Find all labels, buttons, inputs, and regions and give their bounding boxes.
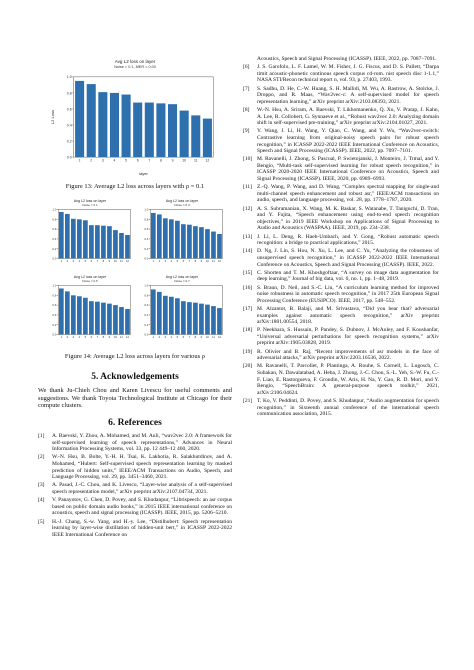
figure-14 [38, 198, 232, 360]
bar-chart [144, 275, 222, 339]
bar [211, 306, 216, 334]
chart-subtitle: Noise = 0.7 [174, 278, 190, 283]
x-tick-label: 8 [159, 158, 162, 163]
x-tick-label: 6 [136, 158, 139, 163]
x-tick-label: 8 [102, 260, 105, 264]
y-tick-label: 0.4 [66, 123, 72, 128]
y-tick-label: 1.0 [52, 283, 57, 288]
x-tick-label: 3 [164, 260, 167, 264]
y-axis-label: L2 Loss [50, 109, 56, 125]
references-section [38, 418, 232, 540]
reference-number: [19] [243, 348, 253, 355]
y-tick-label: 0.4 [144, 312, 149, 317]
bar [151, 289, 156, 334]
bar [77, 296, 82, 334]
reference-item [243, 306, 439, 326]
reference-text: A. Baevski, Y. Zhou, A. Mohamed, and M. Auli, “wav2vec 2.0: A framework for self-supervised learning of speech representations,” Advances in Neural Information Processing Systems, vol. 33, pp. 12 449–12 460, 2020. [52, 433, 232, 453]
reference-item [38, 497, 232, 517]
y-tick-label: 0.8 [52, 217, 57, 222]
x-tick-label: 10 [113, 260, 117, 264]
x-tick-label: 12 [125, 260, 129, 264]
bar [211, 232, 216, 259]
x-tick-label: 12 [217, 260, 221, 264]
figure-14-chart-grid [38, 198, 232, 346]
reference-number: [10] [243, 156, 253, 163]
bar [163, 296, 168, 335]
figure-13-chart [38, 58, 232, 176]
x-tick-label: 7 [148, 158, 151, 163]
figure-13-caption: Figure 13: Average L2 loss across layers with ρ = 0.1 [65, 183, 205, 190]
reference-text: A. Pasad, J.-C. Chou, and K. Livescu, “Layer-wise analysis of a self-supervised speech representation model,” arXiv preprint arXiv:2107.04734, 2021. [52, 482, 232, 495]
x-tick-label: 2 [90, 158, 93, 163]
reference-item [243, 64, 439, 84]
x-tick-label: 9 [200, 336, 203, 340]
chart-subtitle: Noise = 0.5 [82, 278, 98, 283]
reference-item [243, 86, 439, 106]
chart-title: Avg L2 loss on layer [73, 198, 107, 203]
x-tick-label: 2 [158, 260, 161, 264]
reference-text: C. Shorten and T. M. Khoshgoftaar, “A survey on image data augmentation for deep learning,” Journal of big data, vol. 6, no. 1, pp. 1–48, 2019. [257, 269, 439, 283]
x-tick-label: 9 [108, 260, 111, 264]
bar [157, 214, 162, 258]
bar [203, 119, 212, 158]
y-tick-label: 0.6 [52, 303, 57, 308]
x-tick-label: 10 [205, 336, 209, 340]
bar [107, 226, 112, 258]
reference-item [243, 107, 439, 127]
x-tick-label: 12 [125, 336, 129, 340]
bar [205, 305, 210, 335]
bar [95, 225, 100, 258]
reference-number: [13] [243, 233, 253, 240]
reference-number: [16] [243, 284, 253, 291]
y-tick-label: 0.0 [144, 256, 149, 261]
x-tick-label: 5 [176, 260, 179, 264]
x-tick-label: 2 [158, 336, 161, 340]
bar [71, 295, 76, 334]
y-tick-label: 0.2 [144, 322, 149, 327]
bar [125, 235, 130, 259]
bar [101, 303, 106, 335]
reference-number: [6] [243, 64, 250, 71]
x-tick-label: 1 [152, 260, 155, 264]
x-tick-label: 5 [176, 336, 179, 340]
y-tick-label: 0.2 [52, 246, 57, 251]
bar [187, 225, 192, 259]
bar [217, 234, 222, 258]
bar [59, 288, 64, 334]
x-tick-label: 1 [60, 260, 63, 264]
reference-number: [9] [243, 128, 250, 135]
x-tick-label: 6 [182, 260, 185, 264]
x-tick-label: 8 [102, 336, 105, 340]
x-tick-label: 7 [96, 336, 99, 340]
y-tick-label: 1.0 [144, 283, 149, 288]
bar [199, 304, 204, 335]
bar [95, 302, 100, 335]
chart-subtitle: Noise = 0.1, MER = 0.00 [114, 64, 156, 69]
chart-title: Avg L2 loss on layer [114, 58, 156, 64]
figure-13 [38, 58, 232, 190]
reference-item [243, 234, 439, 247]
reference-text: A. S. Subramanian, X. Wang, M. K. Baskar, S. Watanabe, T. Taniguchi, D. Tran, and Y. Fujita, “Speech enhancement using end-to-end speech recognition objectives,” in 2019 IEEE Workshop on Applications of Signal Processing to Audio and Acoustics (WASPAA). IEEE, 2019, pp. 234–238. [257, 205, 439, 232]
bar [175, 221, 180, 259]
reference-text: R. Olivier and B. Raj, “Recent improvements of asr models in the face of adversarial attacks,” arXiv preprint arXiv:2203.16536, 2022. [257, 348, 439, 362]
x-tick-label: 12 [217, 336, 221, 340]
chart-title: Avg L2 loss on layer [165, 274, 199, 279]
bar [122, 95, 131, 158]
x-tick-label: 11 [120, 260, 123, 264]
acknowledgements-heading: 5. Acknowledgements [91, 372, 179, 382]
y-tick-label: 0.4 [52, 236, 57, 241]
y-tick-label: 0.0 [144, 332, 149, 337]
bar [65, 291, 70, 334]
reference-text: W.-N. Hsu, A. Sriram, A. Baevski, T. Likhomanenko, Q. Xu, V. Pratap, J. Kahn, A. Lee, R. Collobert, G. Synnaeve et al., “Robust wav2vec 2.0: Analyzing domain shift in self-supervised pre-training,” arXiv preprint arXiv:2104.01027, 2021. [257, 106, 439, 127]
y-tick-label: 0.0 [52, 256, 57, 261]
x-tick-label: 1 [60, 336, 63, 340]
reference-number: [7] [243, 85, 250, 92]
chart-subtitle: Noise = 0.1 [82, 202, 98, 207]
reference-number: [4] [38, 497, 45, 504]
right-column [243, 56, 439, 419]
bar [169, 219, 174, 258]
y-tick-label: 0.6 [52, 227, 57, 232]
x-tick-label: 4 [170, 260, 173, 264]
bar [199, 227, 204, 258]
x-tick-label: 5 [84, 260, 87, 264]
reference-text: T. Ko, V. Peddinti, D. Povey, and S. Khudanpur, “Audio augmentation for speech recognition,” in Sixteenth annual conference of the international speech communication association, 2015. [257, 398, 439, 418]
reference-item [243, 248, 439, 268]
x-tick-label: 8 [194, 260, 197, 264]
y-tick-label: 1.0 [52, 207, 57, 212]
x-tick-label: 11 [212, 260, 215, 264]
reference-number: [11] [243, 184, 252, 191]
reference-text: Y. Wang, J. Li, H. Wang, Y. Qian, C. Wang, and Y. Wu, “Wav2vec-switch: Contrastive learning from original-noisy speech pairs for robust speech recognition,” in ICASSP 2022-2022 IEEE International Conference on Acoustics, Speech and Signal Processing (ICASSP). IEEE, 2022, pp. 7097–7101. [257, 128, 439, 155]
bar [113, 230, 118, 258]
reference-text: M. Alzantot, B. Balaji, and M. Srivastava, “Did you hear that? adversarial examples against automatic speech recognition,” arXiv preprint arXiv:1801.00554, 2018. [257, 305, 439, 326]
figure-14-caption: Figure 14: Average L2 loss across layers for various ρ [64, 353, 206, 360]
x-axis-label: layer [139, 171, 148, 176]
x-tick-label: 11 [194, 158, 198, 163]
reference-item [38, 482, 232, 495]
reference-item [243, 363, 439, 396]
x-tick-label: 7 [96, 260, 99, 264]
y-tick-label: 0.6 [66, 107, 72, 112]
reference-text: S. Braun, D. Neil, and S.-C. Liu, “A curriculum learning method for improved noise robustness in automatic speech recognition,” in 2017 25th European Signal Processing Conference (EUSIPCO). IEEE, 2017, pp. 548–552. [257, 284, 439, 304]
reference-item [38, 433, 232, 453]
x-tick-label: 4 [170, 336, 173, 340]
y-tick-label: 1.0 [66, 75, 72, 80]
reference-text: S. Sadhu, D. He, C.-W. Huang, S. H. Mallidi, M. Wu, A. Rastrow, A. Stolcke, J. Droppo, and R. Maas, “Wav2vec-c: A self-supervised model for speech representation learning,” arXiv preprint arXiv:2103.08393, 2021. [257, 85, 439, 105]
reference-number: [12] [243, 205, 253, 212]
x-tick-label: 3 [164, 336, 167, 340]
bar [193, 303, 198, 335]
reference-number: [18] [243, 327, 253, 334]
x-tick-label: 7 [188, 260, 191, 264]
x-tick-label: 7 [188, 336, 191, 340]
x-tick-label: 10 [205, 260, 209, 264]
bar [205, 229, 210, 258]
bar [110, 93, 119, 157]
bar [125, 309, 130, 334]
reference-item [243, 270, 439, 283]
reference-text: Z.-Q. Wang, P. Wang, and D. Wang, “Complex spectral mapping for single-and multi-channel speech enhancement and robust asr,” IEEE/ACM transactions on audio, speech, and language processing, vol. 28, pp. 1778–1787, 2020. [257, 184, 439, 204]
y-tick-label: 0.6 [144, 303, 149, 308]
bar [119, 307, 124, 334]
reference-item [243, 349, 439, 362]
reference-item [243, 398, 439, 418]
x-tick-label: 9 [171, 158, 174, 163]
x-tick-label: 4 [113, 158, 116, 163]
reference-item [38, 519, 232, 539]
x-tick-label: 6 [182, 336, 185, 340]
y-tick-label: 0.8 [144, 217, 149, 222]
bar-chart [144, 199, 222, 263]
x-tick-label: 1 [152, 336, 155, 340]
x-tick-label: 8 [194, 336, 197, 340]
y-tick-label: 1.0 [144, 207, 149, 212]
bar [77, 219, 82, 258]
bar [89, 225, 94, 258]
bar [180, 111, 189, 158]
reference-number: [2] [38, 454, 45, 461]
bar [89, 301, 94, 334]
reference-text: W.-N. Hsu, B. Bolte, Y.-H. H. Tsai, K. Lakhotia, R. Salakhutdinov, and A. Mohamed, “Hubert: Self-supervised speech representation learning by masked prediction of hidden units,” IEEE/ACM Transactions on Audio, Speech, and Language Processing, vol. 29, pp. 3451–3460, 2021. [52, 454, 232, 481]
reference-item [243, 285, 439, 305]
bar [98, 92, 107, 157]
x-tick-label: 6 [90, 336, 93, 340]
x-tick-label: 10 [182, 158, 187, 163]
reference-number: [8] [243, 106, 250, 113]
bar [113, 305, 118, 334]
bar [101, 226, 106, 259]
y-tick-label: 0.0 [52, 332, 57, 337]
bar [83, 220, 88, 258]
bar [217, 308, 222, 334]
bar [191, 115, 200, 157]
bar-chart [50, 59, 213, 176]
x-tick-label: 3 [101, 158, 104, 163]
reference-number: [21] [243, 398, 253, 404]
references-list-left [38, 433, 232, 538]
chart-subtitle: Noise = 0.3 [174, 202, 190, 207]
reference-item [38, 454, 232, 480]
bar [59, 212, 64, 259]
x-tick-label: 3 [72, 336, 75, 340]
y-tick-label: 0.4 [144, 236, 149, 241]
reference-number: [15] [243, 269, 253, 276]
bar [71, 219, 76, 259]
y-tick-label: 0.2 [66, 139, 72, 144]
reference-number: [14] [243, 248, 253, 255]
y-tick-label: 0.8 [144, 293, 149, 298]
x-tick-label: 2 [66, 336, 69, 340]
bar [119, 233, 124, 258]
reference-text: J. Li, L. Deng, R. Haeb-Umbach, and Y. Gong, “Robust automatic speech recognition: a bridge to practical applications,” 2015. [257, 233, 439, 247]
reference-item [243, 327, 439, 347]
bar [133, 103, 142, 158]
x-tick-label: 11 [120, 336, 123, 340]
y-tick-label: 0.8 [52, 293, 57, 298]
reference-number: [3] [38, 482, 45, 489]
y-tick-label: 0.8 [66, 91, 72, 96]
bar [163, 218, 168, 258]
bar-chart [52, 275, 130, 339]
bar-chart [52, 199, 130, 263]
bar [175, 298, 180, 334]
x-tick-label: 4 [78, 260, 81, 264]
bar [156, 103, 165, 157]
bar [193, 226, 198, 258]
references-list-right [243, 56, 439, 418]
y-tick-label: 0.2 [52, 322, 57, 327]
x-tick-label: 2 [66, 260, 69, 264]
chart-title: Avg L2 loss on layer [165, 198, 199, 203]
x-tick-label: 9 [200, 260, 203, 264]
acknowledgements-text: We thank Ju-Chieh Chou and Karen Livescu for useful comments and suggestions. We thank Toyota Technological Institute at Chicago for their compute clusters. [38, 387, 232, 410]
reference-text: M. Ravanelli, J. Zhong, S. Pascual, P. Swietojanski, J. Monteiro, J. Trmal, and Y. Bengio, “Multi-task self-supervised learning for robust speech recognition,” in ICASSP 2020-2020 IEEE International Conference on Acoustics, Speech and Signal Processing (ICASSP). IEEE, 2020, pp. 6989–6993. [257, 156, 439, 183]
bar [181, 301, 186, 334]
x-tick-label: 4 [78, 336, 81, 340]
bar [145, 103, 154, 158]
y-tick-label: 0.6 [144, 227, 149, 232]
reference-text: M. Ravanelli, T. Parcollet, P. Plantinga, A. Rouhe, S. Cornell, L. Lugosch, C. Subakan, N. Dawalatabad, A. Heba, J. Zhong, J.-C. Chou, S.-L. Yeh, S.-W. Fu, C.-F. Liao, E. Rastorgueva, F. Grondin, W. Aris, H. Na, Y. Gao, R. D. Mori, and Y. Bengio, “SpeechBrain: A general-purpose speech toolkit,” 2021, arXiv:2106.04624. [257, 363, 439, 396]
reference-item [243, 156, 439, 182]
reference-number: [1] [38, 433, 45, 439]
reference-item [243, 56, 439, 63]
y-tick-label: 0.4 [52, 312, 57, 317]
y-tick-label: 0.2 [144, 246, 149, 251]
bar [187, 302, 192, 334]
reference-number: [17] [243, 305, 253, 312]
bar [83, 298, 88, 335]
reference-item [243, 184, 439, 204]
bar [168, 104, 177, 157]
x-tick-label: 1 [78, 158, 81, 163]
x-tick-label: 5 [125, 158, 128, 163]
references-heading: 6. References [108, 418, 162, 428]
reference-text: H.-J. Chang, S.-w. Yang, and H.-y. Lee, “Distilhubert: Speech representation learning by layer-wise distillation of hidden-unit bert,” in ICASSP 2022-2022 IEEE International Conference on [52, 518, 232, 538]
chart-title: Avg L2 loss on layer [73, 274, 107, 279]
x-tick-label: 3 [72, 260, 75, 264]
reference-text: D. Ng, J. Lin, S. Hou, N. Xu, L. Lee, and C. Yu, “Analyzing the robustness of unsupervised speech recognition,” in ICASSP 2022-2022 IEEE International Conference on Acoustics, Speech and Signal Processing (ICASSP). IEEE, 2022. [257, 248, 439, 268]
x-tick-label: 6 [90, 260, 93, 264]
reference-text: Acoustics, Speech and Signal Processing (ICASSP). IEEE, 2022, pp. 7087–7091. [257, 56, 437, 62]
bar [87, 84, 96, 157]
reference-number: [20] [243, 363, 253, 370]
reference-item [243, 128, 439, 154]
reference-text: P. Neekhara, S. Hussain, P. Pandey, S. Dubnov, J. McAuley, and F. Koushanfar, “Universal adversarial perturbations for speech recognition systems,” arXiv preprint arXiv:1905.03828, 2019. [257, 327, 439, 347]
bar [169, 297, 174, 335]
bar [151, 213, 156, 259]
reference-number: [5] [38, 518, 45, 525]
y-tick-label: 0.0 [66, 155, 72, 160]
reference-item [243, 206, 439, 232]
reference-text: V. Panayotov, G. Chen, D. Povey, and S. Khudanpur, “Librispeech: an asr corpus based on public domain audio books,” in 2015 IEEE international conference on acoustics, speech and signal processing (ICASSP). IEEE, 2015, pp. 5206–5210. [52, 497, 232, 517]
x-tick-label: 5 [84, 336, 87, 340]
x-tick-label: 10 [113, 336, 117, 340]
bar [65, 214, 70, 259]
bar [107, 304, 112, 335]
x-tick-label: 11 [212, 336, 215, 340]
reference-text: J. S. Garofolo, L. F. Lamel, W. M. Fisher, J. G. Fiscus, and D. S. Pallett, “Darpa timit acoustic-phonetic continous speech corpus cd-rom. nist speech disc 1-1.1,” NASA STI/Recon technical report n, vol. 93, p. 27403, 1993. [257, 64, 439, 84]
bar [75, 81, 84, 157]
x-tick-label: 12 [205, 158, 210, 163]
bar [157, 292, 162, 335]
bar [181, 224, 186, 258]
x-tick-label: 9 [108, 336, 111, 340]
acknowledgements-section [38, 372, 232, 410]
